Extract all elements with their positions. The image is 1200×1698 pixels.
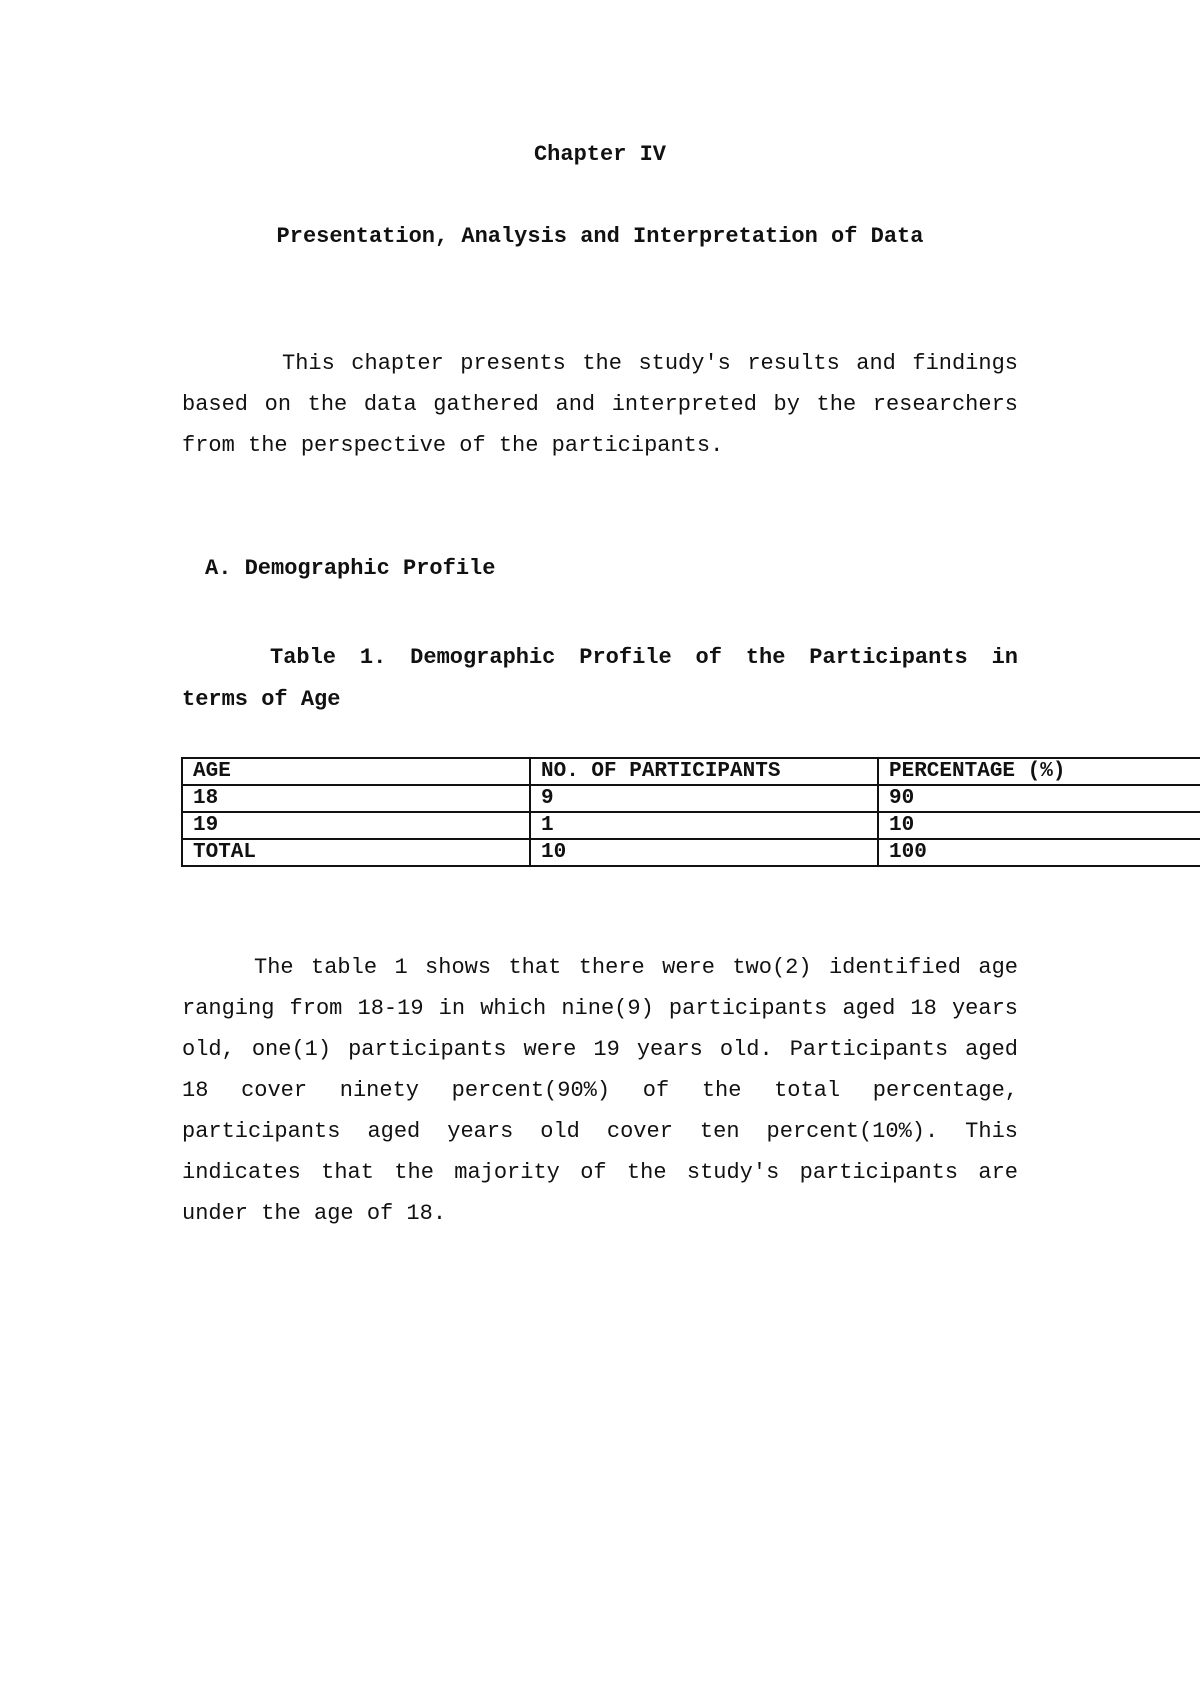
- table-row: [182, 785, 1200, 812]
- table-header-cell: NO. OF PARTICIPANTS: [530, 758, 878, 785]
- table-header-cell: PERCENTAGE (%): [878, 758, 1200, 785]
- table-row: [182, 812, 1200, 839]
- table-caption-text: Table 1. Demographic Profile of the Participants in terms of Age: [182, 645, 1018, 712]
- analysis-paragraph: [182, 947, 1018, 1234]
- table-cell: 19: [182, 812, 530, 839]
- intro-paragraph: [182, 343, 1018, 466]
- table-cell: 10: [878, 812, 1200, 839]
- table-cell: TOTAL: [182, 839, 530, 866]
- section-heading: A. Demographic Profile: [205, 556, 496, 581]
- table-header-row: [182, 758, 1200, 785]
- demographic-table: [181, 757, 1200, 867]
- table-header-cell: AGE: [182, 758, 530, 785]
- table-cell: 100: [878, 839, 1200, 866]
- table-total-row: [182, 839, 1200, 866]
- table-cell: 1: [530, 812, 878, 839]
- chapter-subtitle: Presentation, Analysis and Interpretation of Data: [276, 224, 924, 249]
- intro-paragraph-text: This chapter presents the study's results and findings based on the data gathered and interpreted by the researchers from the perspective of the participants.: [182, 351, 1018, 458]
- table-caption: [182, 637, 1018, 721]
- table-cell: 10: [530, 839, 878, 866]
- table-cell: 18: [182, 785, 530, 812]
- table-cell: 9: [530, 785, 878, 812]
- chapter-title: Chapter IV: [533, 142, 667, 167]
- table-cell: 90: [878, 785, 1200, 812]
- analysis-paragraph-text: The table 1 shows that there were two(2) identified age ranging from 18-19 in which nine(9) participants aged 18 years old, one(1) participants were 19 years old. Participants aged 18 cover ninety percent(90%) of the total percentage, participants aged years old cover ten percent(10%). This indicates that the majority of the study's participants are under the age of 18.: [182, 955, 1018, 1226]
